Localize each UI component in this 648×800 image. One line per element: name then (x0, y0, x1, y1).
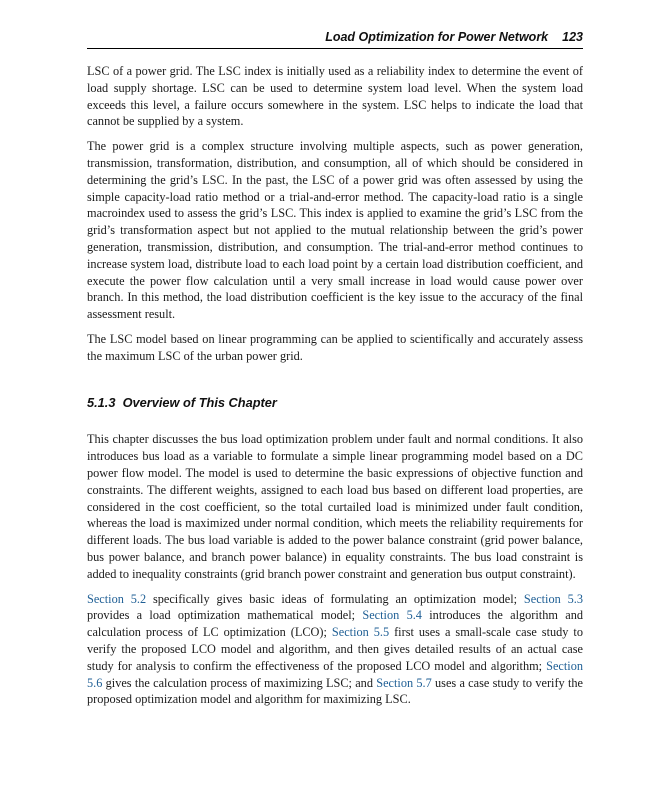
link-section-5-7[interactable]: Section 5.7 (376, 675, 432, 690)
guide-text-5: gives the calculation process of maximizing LSC; and (102, 675, 377, 690)
section-heading (87, 395, 583, 412)
running-head (87, 30, 583, 49)
link-section-5-3[interactable]: Section 5.3 (523, 591, 583, 606)
paragraph-lsc-model: The LSC model based on linear programming can be applied to scientifically and accurately assess the maximum LSC of the urban power grid. (87, 331, 583, 363)
guide-text-6: uses a case study to verify the proposed optimization model and algorithm for maximizing LSC. (87, 675, 583, 707)
section-number: 5.1.3 (87, 394, 116, 410)
link-section-5-5[interactable]: Section 5.5 (331, 625, 390, 640)
paragraph-grid-structure: The power grid is a complex structure involving multiple aspects, such as power generation, transmission, transformation, distribution, and consumption, all of which should be considered in determining the grid’s LSC. In the past, the LSC of a power grid was often assessed by using the simple capacity-load ratio method or a trial-and-error method. The capacity-load ratio is a single macroindex used to assess the grid’s LSC. This index is applied to examine the grid’s LSC from the grid’s transformation aspect but not applied to the mutual relationship between the grid’s power generation, transmission, distribution, and consumption. The trial-and-error method continues to increase system load, distribute load to each load point by a certain load distribution coefficient, and execute the power flow calculation until a very small increase in load would cause power over branch. In this method, the load distribution coefficient is the key issue to the accuracy of the final assessment result. (87, 139, 583, 322)
paragraph-chapter-overview: This chapter discusses the bus load optimization problem under fault and normal conditions. It also introduces bus load as a variable to formulate a simple linear programming model based on a DC power flow model. The model is used to determine the basic expressions of objective function and constraints. The different weights, assigned to each load bus based on different load properties, are considered in the cost coefficient, so the total curtailed load is minimized under fault condition, whereas the load is maximized under normal condition, which meets the reliability requirements for different loads. The bus load variable is added to the power balance constraint (grid power balance, bus power balance, and branch power balance) in equality constraints. The bus load constraint is added to inequality constraints (grid branch power constraint and generation bus output constraint). (87, 432, 583, 581)
link-section-5-6[interactable]: Section 5.6 (87, 658, 583, 690)
page-number: 123 (562, 30, 583, 44)
guide-text-2: provides a load optimization mathematical model; (87, 608, 363, 623)
paragraph-section-guide (87, 591, 583, 709)
body-text (87, 63, 583, 716)
guide-text-3: introduces the algorithm and calculation process of LC optimization (LCO); (87, 608, 583, 640)
guide-text-4: first uses a small-scale case study to verify the proposed LCO model and algorithm, and then gives detailed results of an actual case study for analysis to confirm the effectiveness of the proposed LCO model and algorithm; (87, 625, 583, 673)
paragraph-lsc-intro: LSC of a power grid. The LSC index is initially used as a reliability index to determine the event of load supply shortage. LSC can be used to determine system load level. When the system load exceeds this level, a failure occurs somewhere in the system. LSC helps to indicate the load that cannot be supplied by a system. (87, 64, 583, 129)
section-title: Overview of This Chapter (122, 394, 277, 410)
running-title: Load Optimization for Power Network (325, 30, 549, 44)
guide-text-1: specifically gives basic ideas of formulating an optimization model; (146, 591, 524, 606)
link-section-5-2[interactable]: Section 5.2 (87, 591, 147, 606)
link-section-5-4[interactable]: Section 5.4 (362, 608, 422, 623)
